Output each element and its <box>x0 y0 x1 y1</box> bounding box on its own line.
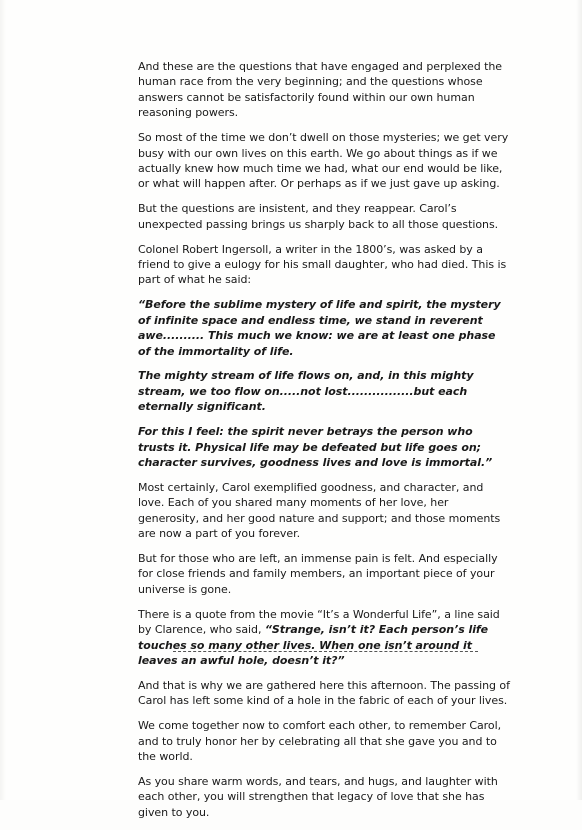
paragraph-legacy: As you share warm words, and tears, and hugs, and laughter with each other, you will strengthen that legacy of love that she has given to you. <box>138 774 498 819</box>
paragraph-comfort: We come together now to comfort each other, to remember Carol, and to truly honor her by celebrating all that she gave you and to the world. <box>138 719 502 763</box>
paragraph-insistent: But the questions are insistent, and they reappear. Carol’s unexpected passing brings us sharply back to all those questions. <box>138 202 499 231</box>
paragraph-mysteries: So most of the time we don’t dwell on those mysteries; we get very busy with our own lives on this earth. We go about things as if we actually knew how much time we had, what our end would be like, or what will happen after. Or perhaps as if we just gave up asking. <box>138 131 509 191</box>
paragraph-pain: But for those who are left, an immense pain is felt. And especially for close friends and family members, an important piece of your universe is gone. <box>138 551 498 596</box>
quote-clarence: “Strange, isn’t it? Each person’s life touches so many other lives. When one isn’t around it leaves an awful hole, doesn’t it?” <box>138 623 489 667</box>
paragraph-ingersoll: Colonel Robert Ingersoll, a writer in the 1800’s, was asked by a friend to give a eulogy for his small daughter, who had died. This is part of what he said: <box>138 242 507 287</box>
paragraph-gathered: And that is why we are gathered here this afternoon. The passing of Carol has left some kind of a hole in the fabric of each of your lives. <box>138 678 510 708</box>
paragraph-wonderful-life <box>138 607 510 669</box>
quote-spirit: For this I feel: the spirit never betrays the person who trusts it. Physical life may be defeated but life goes on; character survives, goodness lives and love is immortal.” <box>138 425 493 469</box>
paragraph-goodness: Most certainly, Carol exemplified goodness, and character, and love. Each of you shared many moments of her love, her generosity, and her good nature and support; and those moments are now a part of you forever. <box>138 480 501 541</box>
quote-mighty-stream: The mighty stream of life flows on, and, in this mighty stream, we too flow on.....not lost................but each eternally significant. <box>138 369 474 414</box>
document-body <box>138 59 510 830</box>
wonderful-life-intro: There is a quote from the movie “It’s a Wonderful Life”, a line said by Clarence, who said, <box>138 607 500 637</box>
paragraph-questions: And these are the questions that have engaged and perplexed the human race from the very beginning; and the questions whose answers cannot be satisfactorily found within our own human reasoning powers. <box>138 60 503 120</box>
dashed-divider <box>173 651 478 652</box>
quote-sublime-mystery: “Before the sublime mystery of life and spirit, the mystery of infinite space and endless time, we stand in reverent awe.......... This much we know: we are at least one phase of the immortality of life. <box>138 298 501 358</box>
